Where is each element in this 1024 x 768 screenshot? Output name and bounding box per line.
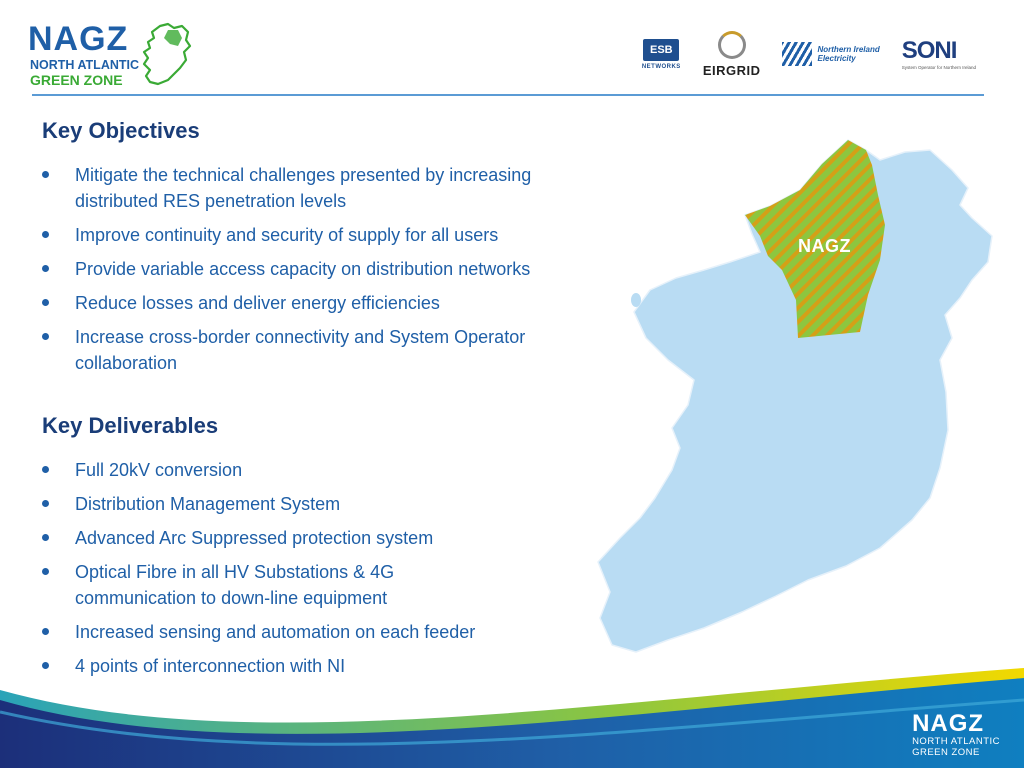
list-item: Mitigate the technical challenges presented by increasing distributed RES penetration levels: [42, 162, 587, 214]
logo-title: NAGZ: [28, 20, 129, 58]
bullet-icon: [42, 231, 49, 238]
nie-line1: Northern Ireland: [817, 45, 880, 54]
bullet-icon: [42, 628, 49, 635]
nie-mark-icon: [782, 42, 812, 66]
island-shape: [614, 556, 626, 564]
esb-caption: NETWORKS: [641, 63, 681, 70]
list-item: Reduce losses and deliver energy efficiencies: [42, 290, 587, 316]
soni-logo: [901, 36, 976, 70]
nagz-logo: [28, 22, 198, 88]
deliverables-list: [42, 457, 587, 687]
map-region-label: NAGZ: [798, 236, 851, 256]
eirgrid-name: EIRGRID: [702, 62, 761, 78]
list-item: Distribution Management System: [42, 491, 587, 517]
eirgrid-swirl-icon: [718, 31, 746, 59]
list-item: Optical Fibre in all HV Substations & 4G communication to down-line equipment: [42, 559, 495, 611]
objectives-heading: Key Objectives: [42, 118, 200, 143]
bullet-icon: [42, 500, 49, 507]
bullet-icon: [42, 466, 49, 473]
bullet-icon: [42, 534, 49, 541]
list-item: Increased sensing and automation on each feeder: [42, 619, 587, 645]
objectives-list: [42, 162, 587, 384]
list-item: Advanced Arc Suppressed protection system: [42, 525, 587, 551]
soni-caption: System Operator for Northern Ireland: [901, 64, 976, 70]
ireland-outline-icon: [138, 22, 194, 88]
footer-swoosh: [0, 660, 1024, 768]
logo-subtitle-line2: GREEN ZONE: [30, 72, 123, 88]
partner-logos: [641, 34, 976, 78]
ireland-map: [590, 130, 1000, 655]
esb-mark: ESB: [643, 39, 679, 61]
soni-name: SONI: [901, 36, 957, 64]
deliverables-heading: Key Deliverables: [42, 413, 219, 438]
list-item: Full 20kV conversion: [42, 457, 587, 483]
bullet-icon: [42, 299, 49, 306]
footer-nagz-logo: [912, 712, 1000, 758]
list-item: Provide variable access capacity on distribution networks: [42, 256, 587, 282]
eirgrid-logo: [703, 31, 761, 78]
island-shape: [896, 159, 904, 165]
header-divider: [32, 94, 984, 96]
footer-logo-title: NAGZ: [912, 710, 985, 737]
logo-subtitle-line1: NORTH ATLANTIC: [30, 58, 140, 72]
esb-networks-logo: [642, 39, 681, 70]
list-item: 4 points of interconnection with NI: [42, 653, 587, 679]
bullet-icon: [42, 568, 49, 575]
bullet-icon: [42, 265, 49, 272]
list-item: Increase cross-border connectivity and System Operator collaboration: [42, 324, 587, 376]
footer-logo-line2: GREEN ZONE: [912, 747, 980, 758]
island-shape: [631, 293, 641, 307]
nie-electricity-logo: [782, 42, 879, 66]
nie-line2: Electricity: [817, 54, 856, 63]
list-item: Improve continuity and security of supply for all users: [42, 222, 587, 248]
bullet-icon: [42, 171, 49, 178]
footer-logo-line1: NORTH ATLANTIC: [912, 736, 1000, 747]
bullet-icon: [42, 333, 49, 340]
